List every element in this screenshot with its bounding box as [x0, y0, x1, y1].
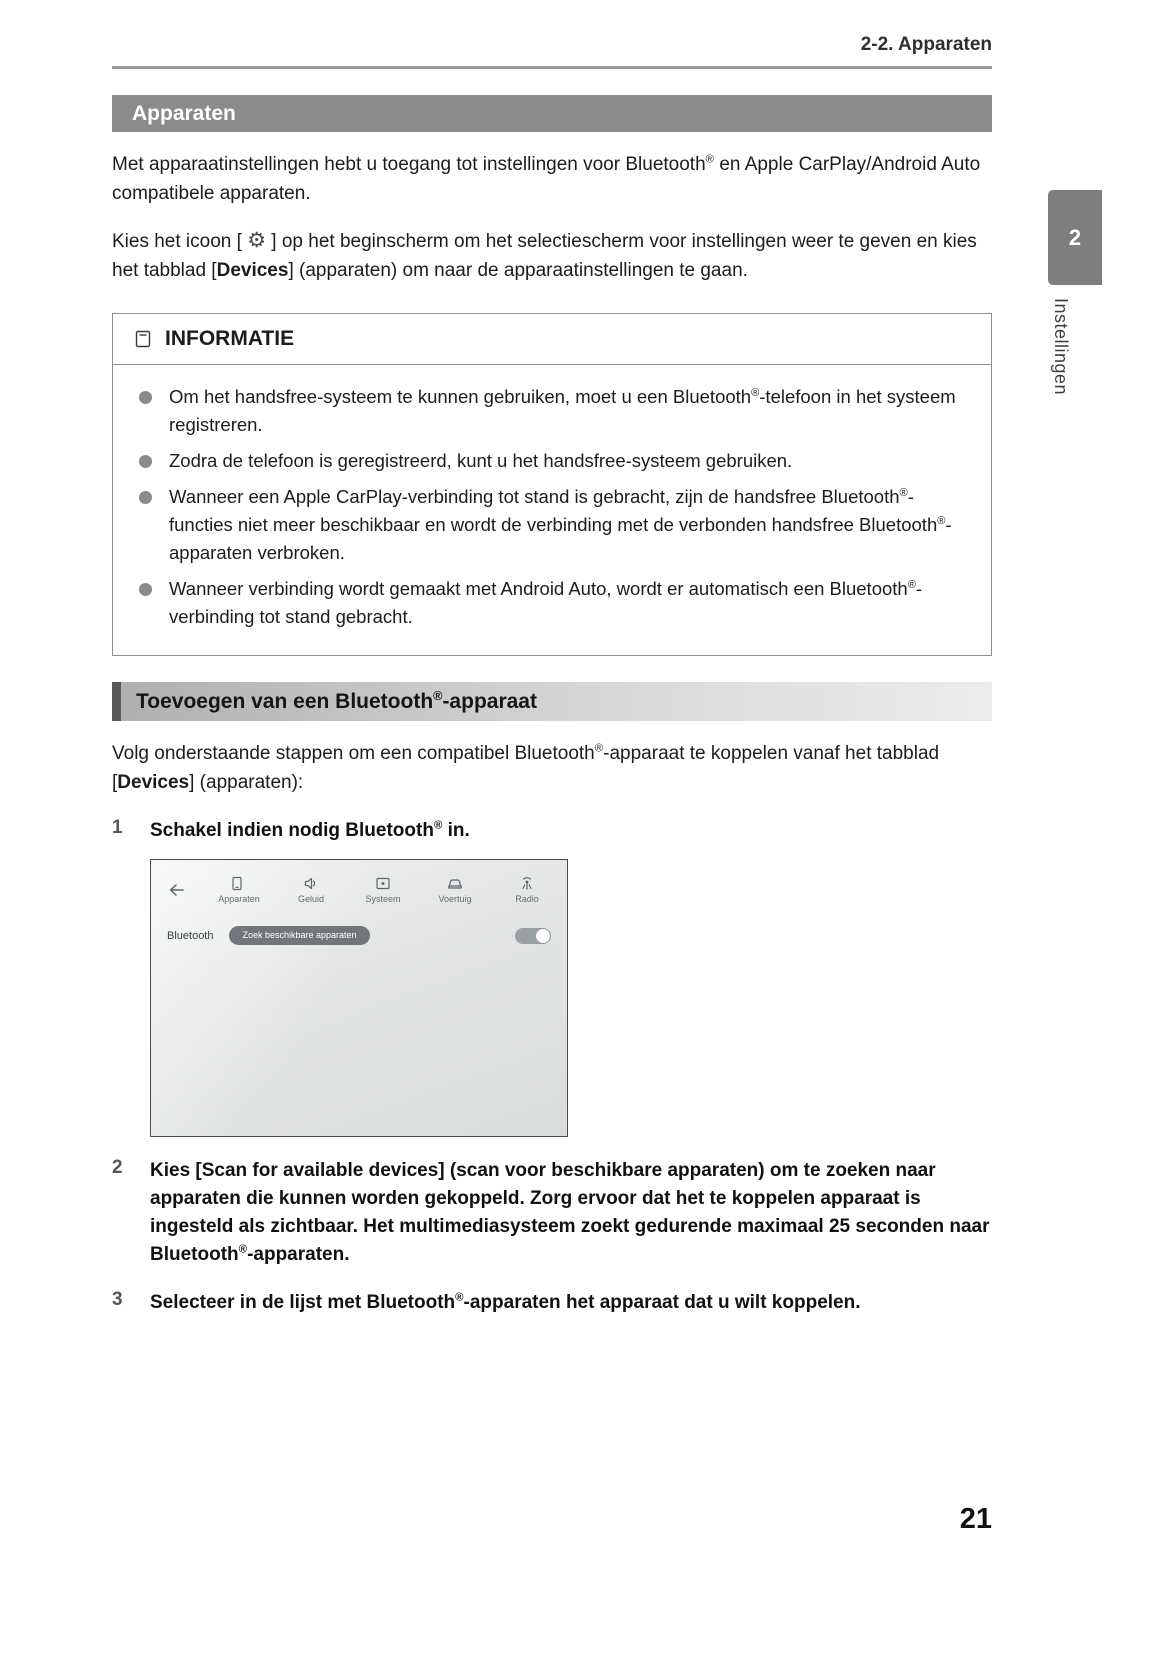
- radio-icon: [519, 876, 535, 891]
- sound-icon: [303, 876, 319, 891]
- tab-label: Apparaten: [218, 894, 260, 904]
- tab-systeem: [347, 876, 419, 904]
- step-1: [112, 817, 992, 845]
- tab-label: Geluid: [297, 894, 324, 904]
- bluetooth-label: Bluetooth: [167, 929, 214, 942]
- step-number: 2: [112, 1157, 123, 1178]
- section-intro-paragraph: Volg onderstaande stappen om een compatibel Bluetooth®-apparaat te koppelen vanaf het tabblad [Devices] (apparaten):: [112, 742, 940, 793]
- system-icon: [375, 876, 391, 891]
- gear-icon: ⚙: [247, 229, 267, 252]
- screenshot-tab-bar: [151, 866, 567, 914]
- tab-voertuig: [419, 876, 491, 904]
- list-item: Om het handsfree-systeem te kunnen gebruiken, moet u een Bluetooth®-telefoon in het systeem registreren.: [133, 383, 971, 439]
- devices-icon: [231, 876, 247, 891]
- page-title: Apparaten: [112, 95, 992, 132]
- step-text: Kies [Scan for available devices] (scan voor beschikbare apparaten) om te zoeken naar apparaten die kunnen worden gekoppeld. Zorg ervoor dat het te koppelen apparaat is ingesteld als zichtbaar. Het multimediasysteem zoekt gedurende maximaal 25 seconden naar Bluetooth®-apparaten.: [150, 1160, 990, 1265]
- step-number: 1: [112, 817, 123, 838]
- toggle-knob: [536, 929, 550, 943]
- intro-paragraph-1: Met apparaatinstellingen hebt u toegang tot instellingen voor Bluetooth® en Apple CarPlay/Android Auto compatibele apparaten.: [112, 153, 981, 204]
- chapter-header: 2-2. Apparaten: [860, 34, 992, 55]
- multimedia-screenshot: [150, 859, 568, 1137]
- tab-label: Voertuig: [438, 894, 472, 904]
- step-2: [112, 1157, 992, 1269]
- information-title: INFORMATIE: [165, 327, 295, 350]
- intro-paragraph-2: Kies het icoon [ ⚙ ] op het beginscherm om het selectiescherm voor instellingen weer te geven en kies het tabblad [Devices] (apparaten) om naar de apparaatinstellingen te gaan.: [112, 229, 977, 281]
- screenshot-tabs: [203, 876, 567, 904]
- scan-devices-button: Zoek beschikbare apparaten: [229, 926, 369, 945]
- step-text: Selecteer in de lijst met Bluetooth®-apparaten het apparaat dat u wilt koppelen.: [150, 1291, 861, 1313]
- step-3: [112, 1289, 992, 1317]
- list-item: Wanneer een Apple CarPlay-verbinding tot stand is gebracht, zijn de handsfree Bluetooth®-functies niet meer beschikbaar en wordt de verbinding met de verbonden handsfree Bluetooth®-apparaten verbroken.: [133, 483, 971, 567]
- information-box: [112, 313, 992, 656]
- step-text: Schakel indien nodig Bluetooth® in.: [150, 819, 470, 841]
- tab-apparaten: [203, 876, 275, 904]
- page-number: 21: [959, 1503, 992, 1535]
- list-item: Wanneer verbinding wordt gemaakt met Android Auto, wordt er automatisch een Bluetooth®-verbinding tot stand gebracht.: [133, 575, 971, 631]
- chapter-side-tab: 2: [1048, 190, 1102, 285]
- bluetooth-toggle: [515, 928, 551, 944]
- tab-radio: [491, 876, 563, 904]
- tab-label: Radio: [515, 894, 539, 904]
- tab-geluid: [275, 876, 347, 904]
- vehicle-icon: [447, 876, 463, 891]
- step-number: 3: [112, 1289, 123, 1310]
- main-column: [112, 34, 992, 1317]
- header-rule: [112, 66, 992, 69]
- back-arrow-icon: [151, 883, 203, 897]
- bluetooth-setting-row: [151, 926, 567, 945]
- tab-label: Systeem: [365, 894, 401, 904]
- book-icon: [133, 329, 153, 349]
- list-item: Zodra de telefoon is geregistreerd, kunt u het handsfree-systeem gebruiken.: [133, 447, 971, 475]
- information-title-row: [113, 314, 991, 364]
- chapter-side-label: Instellingen: [1051, 298, 1071, 396]
- section-title-add-bluetooth-device: Toevoegen van een Bluetooth®-apparaat: [112, 682, 992, 721]
- information-list: [113, 365, 991, 655]
